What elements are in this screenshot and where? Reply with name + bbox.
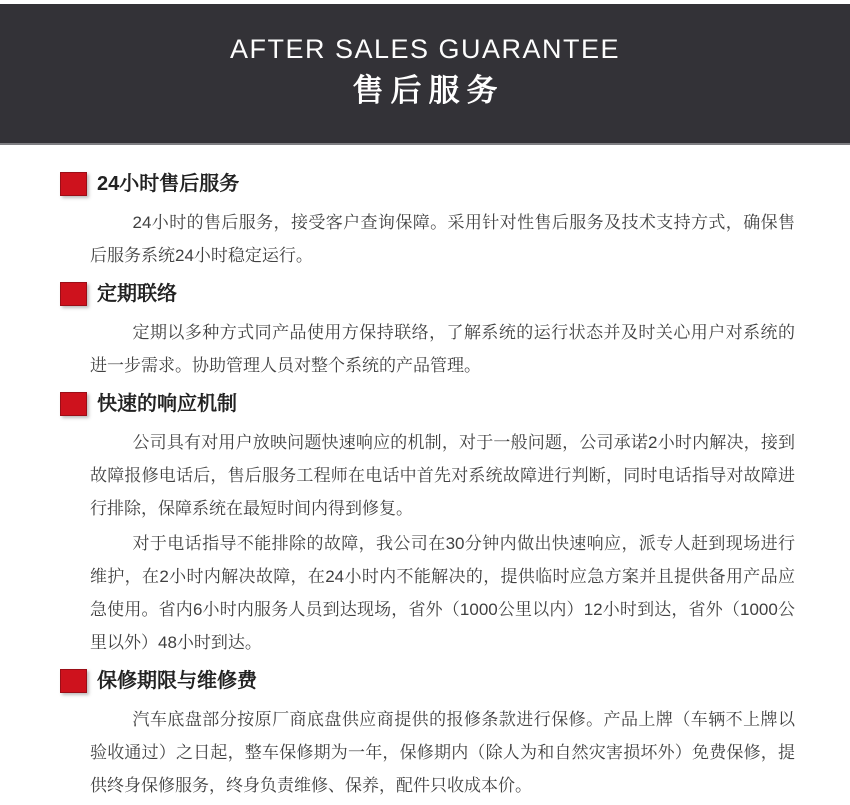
section-heading-regular-contact: 定期联络 (97, 283, 177, 305)
red-square-bullet-icon (60, 392, 87, 416)
section-heading-row (60, 391, 795, 417)
section-heading-row (60, 171, 795, 197)
section-heading-row (60, 281, 795, 307)
section-warranty-fees (60, 668, 795, 802)
section-regular-contact (60, 281, 795, 382)
section-heading-rapid-response: 快速的响应机制 (97, 393, 237, 415)
section-rapid-response (60, 391, 795, 659)
red-square-bullet-icon (60, 669, 87, 693)
section-heading-24h-service: 24小时售后服务 (97, 173, 240, 195)
header-banner (0, 4, 850, 145)
section-paragraph: 定期以多种方式同产品使用方保持联络，了解系统的运行状态并及时关心用户对系统的进一步需求。协助管理人员对整个系统的产品管理。 (90, 323, 795, 375)
section-paragraph: 汽车底盘部分按原厂商底盘供应商提供的报修条款进行保修。产品上牌（车辆不上牌以验收通过）之日起，整车保修期为一年，保修期内（除人为和自然灾害损坏外）免费保修，提供终身保修服务，终身负责维修、保养，配件只收成本价。 (90, 710, 795, 795)
section-24h-service (60, 171, 795, 272)
section-heading-row (60, 668, 795, 694)
red-square-bullet-icon (60, 172, 87, 196)
section-heading-warranty-fees: 保修期限与维修费 (97, 670, 257, 692)
section-paragraph: 24小时的售后服务，接受客户查询保障。采用针对性售后服务及技术支持方式，确保售后服务系统24小时稳定运行。 (90, 213, 795, 265)
header-title-english: AFTER SALES GUARANTEE (229, 34, 621, 64)
section-paragraph: 对于电话指导不能排除的故障，我公司在30分钟内做出快速响应，派专人赶到现场进行维护，在2小时内解决故障，在24小时内不能解决的，提供临时应急方案并且提供备用产品应急使用。省内6小时内服务人员到达现场，省外（1000公里以内）12小时到达，省外（1000公里以外）48小时到达。 (90, 534, 795, 652)
header-title-chinese: 售后服务 (352, 73, 505, 108)
content-area (0, 145, 850, 802)
section-paragraph: 公司具有对用户放映问题快速响应的机制，对于一般问题，公司承诺2小时内解决，接到故障报修电话后，售后服务工程师在电话中首先对系统故障进行判断，同时电话指导对故障进行排除，保障系统在最短时间内得到修复。 (90, 433, 795, 518)
red-square-bullet-icon (60, 282, 87, 306)
